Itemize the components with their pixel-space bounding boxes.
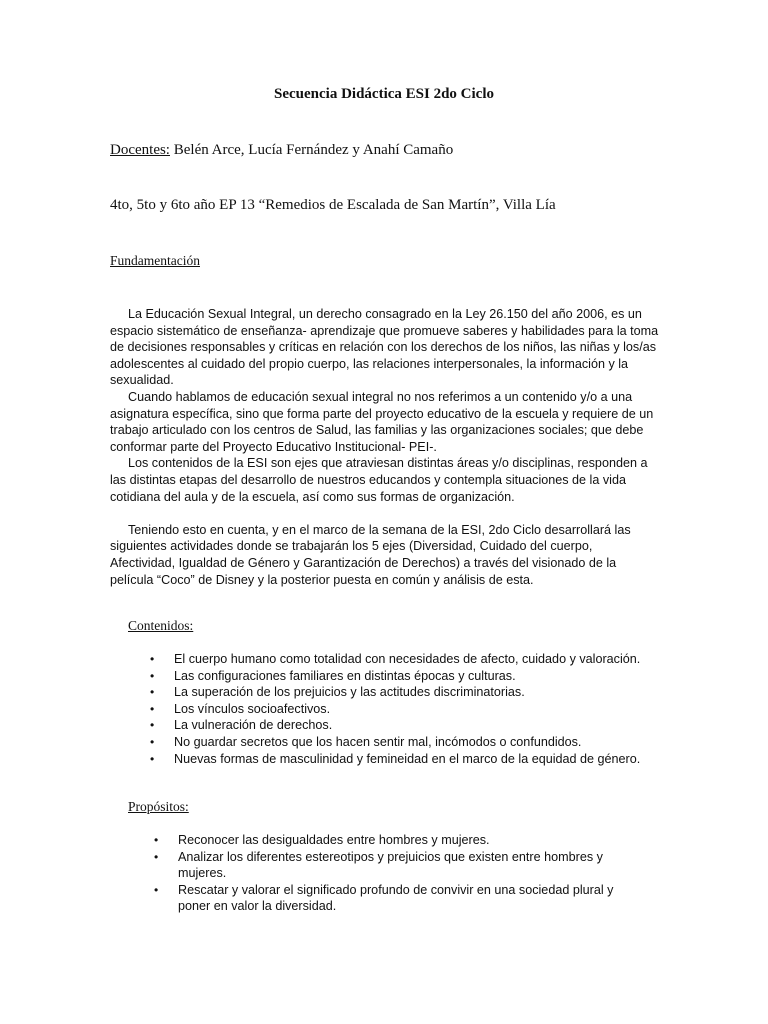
list-item <box>150 751 694 768</box>
list-item <box>150 734 694 751</box>
list-item <box>150 684 694 701</box>
propositos-list <box>154 832 648 915</box>
bullet-icon: • <box>150 751 155 766</box>
contenidos-heading: Contenidos: <box>128 618 194 633</box>
list-item-text: Las configuraciones familiares en distintas épocas y culturas. <box>174 668 516 683</box>
list-item-text: Analizar los diferentes estereotipos y prejuicios que existen entre hombres y mujeres. <box>178 849 603 881</box>
teachers-label: Docentes: <box>110 142 170 158</box>
list-item-text: Rescatar y valorar el significado profundo de convivir en una sociedad plural y poner en valor la diversidad. <box>178 882 614 914</box>
paragraph: La Educación Sexual Integral, un derecho consagrado en la Ley 26.150 del año 2006, es un espacio sistemático de enseñanza- aprendizaje que promueve saberes y habilidades para la toma de decisiones responsables y críticas en relación con los derechos de los niños, las niñas y los/as adolescentes al cuidado del propio cuerpo, las relaciones interpersonales, la información y la sexualidad. <box>110 307 659 388</box>
contenidos-list <box>150 651 694 767</box>
list-item <box>150 668 694 685</box>
list-item <box>154 832 648 849</box>
list-item-text: El cuerpo humano como totalidad con necesidades de afecto, cuidado y valoración. <box>174 652 641 666</box>
propositos-heading: Propósitos: <box>128 799 189 814</box>
paragraph: Los contenidos de la ESI son ejes que atraviesan distintas áreas y/o disciplinas, responden a las distintas etapas del desarrollo de nuestros educandos y contempla situaciones de la vida cotidiana del aula y de la escuela, así como sus formas de organización. <box>110 456 648 504</box>
fundamentacion-heading: Fundamentación <box>110 253 200 268</box>
bullet-icon: • <box>150 701 155 716</box>
bullet-icon: • <box>154 833 159 847</box>
list-item-text: Nuevas formas de masculinidad y femineidad en el marco de la equidad de género. <box>174 751 641 766</box>
list-item <box>154 882 648 915</box>
bullet-icon: • <box>150 734 155 749</box>
list-item-text: Los vínculos socioafectivos. <box>174 701 331 716</box>
list-item-text: No guardar secretos que los hacen sentir mal, incómodos o confundidos. <box>174 734 582 749</box>
bullet-icon: • <box>150 668 155 683</box>
bullet-icon: • <box>150 685 155 700</box>
teachers-names: Belén Arce, Lucía Fernández y Anahí Camaño <box>169 142 454 158</box>
bullet-icon: • <box>154 849 159 864</box>
list-item-text: Reconocer las desigualdades entre hombres y mujeres. <box>178 833 490 847</box>
list-item <box>150 701 694 718</box>
bullet-icon: • <box>150 652 155 666</box>
document-title: Secuencia Didáctica ESI 2do Ciclo <box>274 86 494 102</box>
school-line: 4to, 5to y 6to año EP 13 “Remedios de Escalada de San Martín”, Villa Lía <box>110 197 556 213</box>
paragraph: Cuando hablamos de educación sexual integral no nos referimos a un contenido y/o a una asignatura específica, sino que forma parte del proyecto educativo de la escuela y requiere de un trabajo articulado con los centros de Salud, las familias y las organizaciones sociales; que debe conformar parte del Proyecto Educativo Institucional- PEI-. <box>110 389 654 454</box>
list-item <box>150 717 694 734</box>
list-item-text: La superación de los prejuicios y las actitudes discriminatorias. <box>174 685 525 700</box>
fundamentacion-body <box>110 306 660 588</box>
teachers-line <box>110 142 453 159</box>
bullet-icon: • <box>150 718 155 733</box>
list-item <box>150 651 694 668</box>
list-item <box>154 849 648 882</box>
list-item-text: La vulneración de derechos. <box>174 718 333 733</box>
paragraph: Teniendo esto en cuenta, y en el marco de la semana de la ESI, 2do Ciclo desarrollará las siguientes actividades donde se trabajarán los 5 ejes (Diversidad, Cuidado del cuerpo, Afectividad, Igualdad de Género y Garantización de Derechos) a través del visionado de la película “Coco” de Disney y la posterior puesta en común y análisis de esta. <box>110 522 631 587</box>
bullet-icon: • <box>154 882 159 897</box>
